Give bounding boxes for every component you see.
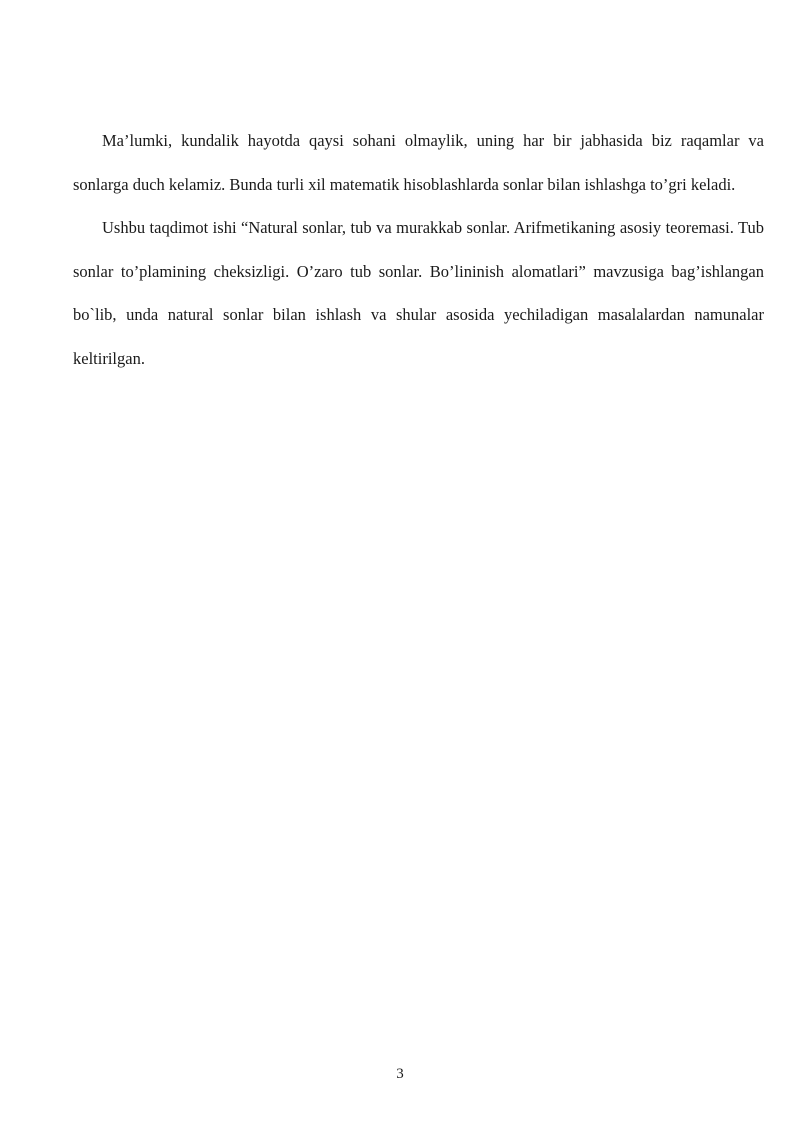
paragraph-topic: Ushbu taqdimot ishi “Natural sonlar, tub va murakkab sonlar. Arifmetikaning asosiy teoremasi. Tub sonlar to’plamining cheksizligi. O’zaro tub sonlar. Bo’lininish alomatlari” mavzusiga bag’ishlangan bo`lib, unda natural sonlar bilan ishlash va shular asosida yechiladigan masalalardan namunalar keltirilgan. [73, 218, 764, 368]
page-number: 3 [396, 1066, 404, 1082]
paragraph-intro: Ma’lumki, kundalik hayotda qaysi sohani olmaylik, uning har bir jabhasida biz raqamlar va sonlarga duch kelamiz. Bunda turli xil matematik hisoblashlarda sonlar bilan ishlashga to’gri keladi. [73, 131, 764, 194]
document-body [73, 119, 764, 380]
